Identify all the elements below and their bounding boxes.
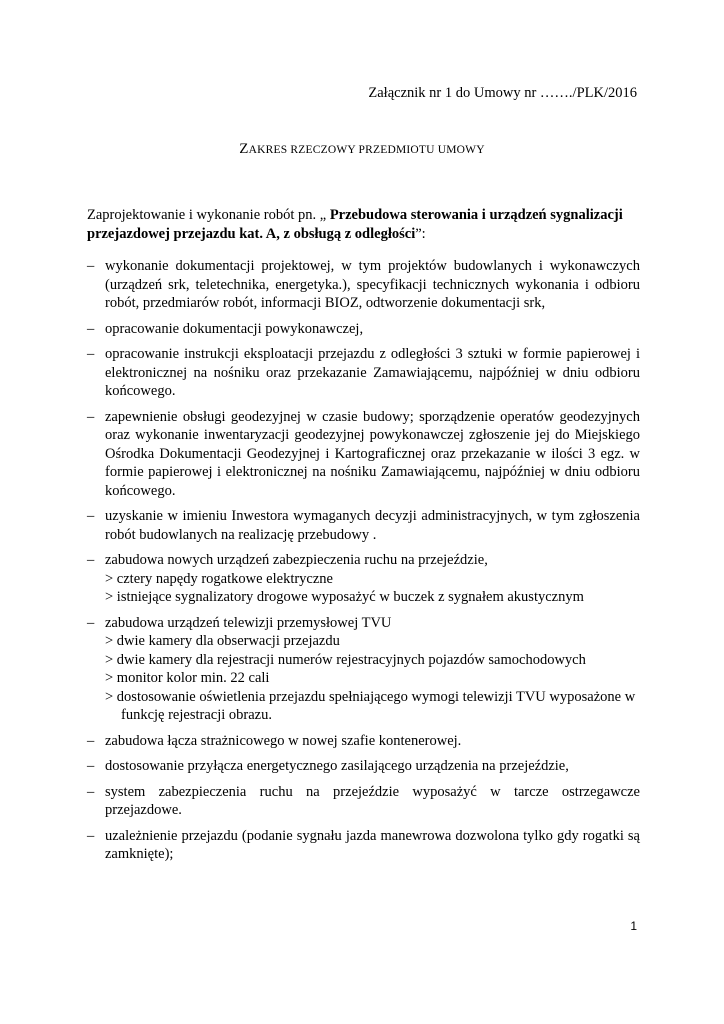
- bullet-dash: –: [87, 614, 95, 631]
- bullet-dash: –: [87, 408, 95, 425]
- title-rest: AKRES RZECZOWY PRZEDMIOTU UMOWY: [248, 144, 485, 156]
- list-item: [87, 732, 640, 751]
- bullet-dash: –: [87, 732, 95, 749]
- intro-paragraph: [87, 206, 640, 243]
- list-item: [87, 551, 640, 607]
- list-item: [87, 757, 640, 776]
- bullet-dash: –: [87, 758, 95, 774]
- sub-item: > dwie kamery dla obserwacji przejazdu: [105, 633, 340, 649]
- list-item-text: zabudowa urządzeń telewizji przemysłowej TVU: [105, 614, 392, 631]
- bullet-dash: –: [87, 508, 95, 524]
- sub-item: > cztery napędy rogatkowe elektryczne: [105, 570, 333, 587]
- list-item-text: zabudowa nowych urządzeń zabezpieczenia ruchu na przejeździe,: [105, 552, 488, 568]
- intro-project-name: Przebudowa sterowania i urządzeń sygnalizacji przejazdowej przejazdu kat. A, z obsługą z odległości: [87, 207, 623, 242]
- list-item: [87, 257, 640, 313]
- list-item: [87, 783, 640, 820]
- list-item-text: uzależnienie przejazdu (podanie sygnału jazda manewrowa dozwolona tylko gdy rogatki są zamknięte);: [105, 827, 640, 862]
- list-item-text: opracowanie instrukcji eksploatacji przejazdu z odległości 3 sztuki w formie papierowej i elektronicznej na nośniku oraz przekazanie Zamawiającemu, najpóźniej w dniu odbioru końcowego.: [105, 346, 640, 399]
- list-item-text: dostosowanie przyłącza energetycznego zasilającego urządzenia na przejeździe,: [105, 758, 569, 774]
- list-item-text: wykonanie dokumentacji projektowej, w tym projektów budowlanych i wykonawczych (urządzeń srk, teletechnika, energetyka.), specyfikacji technicznych wykonania i odbioru robót, przedmiarów robót, informacji BIOZ, odtworzenie dokumentacji srk,: [105, 258, 640, 311]
- attachment-header: Załącznik nr 1 do Umowy nr ……./PLK/2016: [368, 85, 637, 101]
- list-item: [87, 827, 640, 864]
- list-item-text: opracowanie dokumentacji powykonawczej,: [105, 320, 364, 337]
- list-item: [87, 345, 640, 401]
- intro-suffix: ”:: [415, 225, 426, 242]
- list-item: [87, 614, 640, 725]
- list-item-text: uzyskanie w imieniu Inwestora wymaganych decyzji administracyjnych, w tym zgłoszenia robót budowlanych na realizację przebudowy .: [105, 508, 640, 543]
- title-first-letter: Z: [239, 141, 249, 157]
- bullet-dash: –: [87, 552, 95, 568]
- intro-prefix: Zaprojektowanie i wykonanie robót pn. „: [87, 207, 330, 223]
- bullet-dash: –: [87, 258, 95, 274]
- bullet-dash: –: [87, 320, 95, 337]
- sub-item-continuation: funkcję rejestracji obrazu.: [121, 707, 272, 723]
- list-item-text: zabudowa łącza strażnicowego w nowej szafie kontenerowej.: [105, 732, 462, 749]
- scope-list: [87, 257, 640, 871]
- bullet-dash: –: [87, 346, 95, 362]
- list-item: [87, 507, 640, 544]
- list-item-text: zapewnienie obsługi geodezyjnej w czasie budowy; sporządzenie operatów geodezyjnych oraz wykonanie inwentaryzacji geodezyjnej powykonawczej zgłoszenie jej do Miejskiego Ośrodka Dokumentacji Geodezyjnej i Kartograficznej oraz przekazanie w ilości 3 egz. w formie papierowej i elektronicznej na nośniku Zamawiającemu, najpóźniej w dniu odbioru końcowego.: [105, 408, 640, 499]
- sub-item: > dwie kamery dla rejestracji numerów rejestracyjnych pojazdów samochodowych: [105, 651, 586, 668]
- sub-item: > istniejące sygnalizatory drogowe wyposażyć w buczek z sygnałem akustycznym: [105, 589, 584, 605]
- document-title: [0, 140, 724, 160]
- sub-item: > dostosowanie oświetlenia przejazdu spełniającego wymogi telewizji TVU wyposażone w: [105, 688, 636, 705]
- list-item-text: system zabezpieczenia ruchu na przejeździe wyposażyć w tarcze ostrzegawcze przejazdowe.: [105, 783, 640, 818]
- list-item: [87, 320, 640, 339]
- bullet-dash: –: [87, 783, 95, 800]
- page-number: 1: [630, 919, 637, 933]
- bullet-dash: –: [87, 827, 95, 844]
- sub-item: > monitor kolor min. 22 cali: [105, 670, 270, 686]
- list-item: [87, 408, 640, 501]
